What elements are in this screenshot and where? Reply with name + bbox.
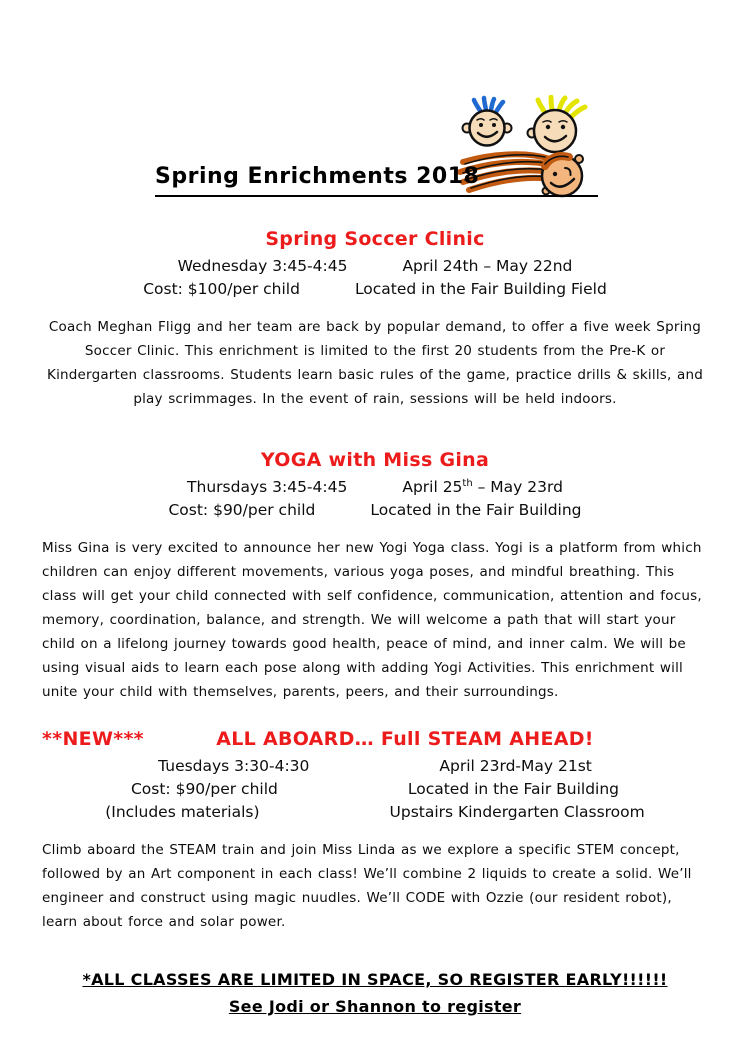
yoga-schedule [0,476,750,522]
steam-description: Climb aboard the STEAM train and join Miss Linda as we explore a specific STEM concept, followed by an Art component in each class! We’ll combine 2 liquids to create a solid. We’ll engineer and construct using magic nuudles. We’ll CODE with Ozzie (our resident robot), learn about force and solar power. [42,842,692,930]
section-steam [0,728,750,934]
yoga-heading: YOGA with Miss Gina [260,449,490,471]
section-yoga [0,449,750,704]
schedule-row [0,755,750,778]
register-contact: See Jodi or Shannon to register [228,997,522,1016]
yoga-cost: Cost: $90/per child [168,501,316,519]
soccer-cost: Cost: $100/per child [143,280,300,298]
title-underline [155,164,598,197]
footer [0,966,750,1020]
steam-heading-row [0,728,750,750]
page-title: Spring Enrichments 2018 [155,164,480,189]
steam-dates: April 23rd-May 21st [439,757,592,775]
steam-classroom: Upstairs Kindergarten Classroom [389,803,645,821]
schedule-row [0,801,750,824]
yoga-description: Miss Gina is very excited to announce her new Yogi Yoga class. Yogi is a platform from which children can enjoy different movements, various yoga poses, and mindful breathing. This class will get your child connected with self confidence, communication, attention and focus, memory, coordination, balance, and strength. We will welcome a path that will start your child on a lifelong journey towards good health, peace of mind, and inner calm. We will be using visual aids to learn each pose along with adding Yogi Activities. This enrichment will unite your child with themselves, parents, peers, and their surroundings. [42,540,702,700]
yellow-hair-kid-face [528,97,586,152]
steam-day-time: Tuesdays 3:30-4:30 [158,757,310,775]
register-early-notice: *ALL CLASSES ARE LIMITED IN SPACE, SO REGISTER EARLY!!!!!! [82,970,668,989]
schedule-row [0,476,750,499]
steam-location: Located in the Fair Building [407,780,620,798]
soccer-schedule [0,255,750,301]
yoga-location: Located in the Fair Building [370,501,582,519]
yoga-dates: April 25th – May 23rd [402,477,563,496]
soccer-dates: April 24th – May 22nd [402,257,573,275]
soccer-description: Coach Meghan Fligg and her team are back by popular demand, to offer a five week Spring Soccer Clinic. This enrichment is limited to the first 20 students from the Pre-K or Kindergarten classrooms. Students learn basic rules of the game, practice drills & skills, and play scrimmages. In the event of rain, sessions will be held indoors. [47,319,703,407]
blue-hair-kid-face [463,98,512,146]
schedule-row [0,278,750,301]
steam-cost: Cost: $90/per child [130,780,278,798]
soccer-location: Located in the Fair Building Field [354,280,607,298]
steam-schedule [0,755,750,824]
schedule-row [0,778,750,801]
section-soccer [0,228,750,411]
soccer-day-time: Wednesday 3:45-4:45 [177,257,348,275]
header [0,0,750,212]
steam-materials: (Includes materials) [105,803,260,821]
steam-heading: ALL ABOARD… Full STEAM AHEAD! [216,728,594,750]
schedule-row [0,499,750,522]
yoga-day-time: Thursdays 3:45-4:45 [187,478,348,496]
new-badge: **NEW*** [42,728,144,750]
schedule-row [0,255,750,278]
soccer-heading: Spring Soccer Clinic [265,228,485,250]
superscript-th: th [462,477,473,489]
